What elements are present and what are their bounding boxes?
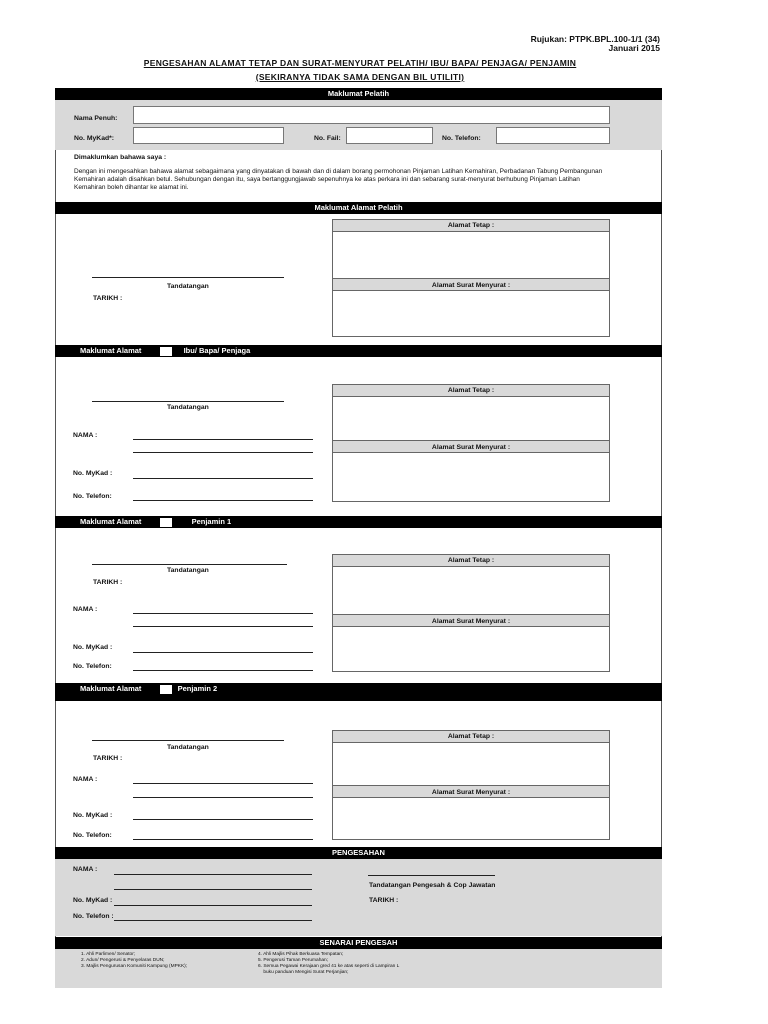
ibu-bapa-checkbox[interactable] xyxy=(160,347,172,356)
nama-label: NAMA : xyxy=(73,606,98,613)
penjamin2-header xyxy=(55,683,662,701)
form-title: PENGESAHAN ALAMAT TETAP DAN SURAT-MENYURAT PELATIH/ IBU/ BAPA/ PENJAGA/ PENJAMIN xyxy=(143,58,577,68)
pengesahan-telefon-line[interactable] xyxy=(114,920,312,921)
alamat-surat-header: Alamat Surat Menyurat : xyxy=(333,440,609,453)
tandatangan-label: Tandatangan xyxy=(167,744,209,751)
pelatih-header: Maklumat Pelatih xyxy=(55,88,662,100)
pengesahan-telefon-label: No. Telefon : xyxy=(73,913,114,920)
pengesahan-nama-label: NAMA : xyxy=(73,866,98,873)
senarai-item: 3. Majlis Pengurusan Komuniti Kampung (MPKK); xyxy=(81,964,188,969)
declaration-intro: Dimaklumkan bahawa saya : xyxy=(74,154,167,161)
pengesah-tarikh-label: TARIKH : xyxy=(369,897,399,904)
senarai-item: 5. Pengerusi Taman Perumahan; xyxy=(258,958,329,963)
nama-line-2[interactable] xyxy=(133,797,313,798)
mykad-field[interactable] xyxy=(133,127,284,144)
alamat-box-ibu-bapa[interactable] xyxy=(332,384,610,502)
alamat-box-penjamin2[interactable] xyxy=(332,730,610,840)
telefon-label: No. Telefon: xyxy=(442,135,481,142)
nama-label: NAMA : xyxy=(73,432,98,439)
nama-line[interactable] xyxy=(133,783,313,784)
telefon-label: No. Telefon: xyxy=(73,493,112,500)
tarikh-label: TARIKH : xyxy=(93,755,123,762)
nama-penuh-field[interactable] xyxy=(133,106,610,124)
mykad-label: No. MyKad : xyxy=(73,644,113,651)
pengesahan-header: PENGESAHAN xyxy=(55,847,662,859)
senarai-right-list xyxy=(258,952,399,976)
tandatangan-label: Tandatangan xyxy=(167,567,209,574)
alamat-tetap-header: Alamat Tetap : xyxy=(333,220,609,232)
alamat-box-pelatih[interactable] xyxy=(332,219,610,337)
senarai-item: buku panduan Mengisi Surat Perjanjian; xyxy=(258,970,349,975)
telefon-line[interactable] xyxy=(133,500,313,501)
pengesah-tandatangan-label: Tandatangan Pengesah & Cop Jawatan xyxy=(369,882,496,889)
maklumat-alamat-label: Maklumat Alamat xyxy=(80,684,142,693)
penjamin2-checkbox[interactable] xyxy=(160,685,172,694)
alamat-tetap-header: Alamat Tetap : xyxy=(333,555,609,567)
nama-line[interactable] xyxy=(133,613,313,614)
pengesahan-nama-line[interactable] xyxy=(114,874,312,875)
tandatangan-label: Tandatangan xyxy=(167,283,209,290)
senarai-left-list xyxy=(81,952,187,970)
telefon-field[interactable] xyxy=(496,127,610,144)
no-fail-field[interactable] xyxy=(346,127,433,144)
pengesahan-mykad-line[interactable] xyxy=(114,905,312,906)
senarai-item: 1. Ahli Parlimen/ Senator; xyxy=(81,952,136,957)
mykad-line[interactable] xyxy=(133,478,313,479)
mykad-label: No. MyKad : xyxy=(73,812,113,819)
nama-line[interactable] xyxy=(133,439,313,440)
alamat-tetap-header: Alamat Tetap : xyxy=(333,731,609,743)
ibu-bapa-header xyxy=(55,345,662,357)
ibu-bapa-label: Ibu/ Bapa/ Penjaga xyxy=(183,346,251,355)
tandatangan-label: Tandatangan xyxy=(167,404,209,411)
nama-label: NAMA : xyxy=(73,776,98,783)
form-subtitle: (SEKIRANYA TIDAK SAMA DENGAN BIL UTILITI) xyxy=(255,72,465,82)
alamat-box-penjamin1[interactable] xyxy=(332,554,610,672)
penjamin2-label: Penjamin 2 xyxy=(177,684,218,693)
penjamin1-label: Penjamin 1 xyxy=(191,517,232,526)
pengesah-signature-line[interactable] xyxy=(368,875,495,876)
penjamin1-checkbox[interactable] xyxy=(160,518,172,527)
nama-line-2[interactable] xyxy=(133,452,313,453)
signature-line xyxy=(92,401,284,402)
telefon-line[interactable] xyxy=(133,839,313,840)
pengesahan-mykad-label: No. MyKad : xyxy=(73,897,113,904)
reference-code: Rujukan: PTPK.BPL.100-1/1 (34) xyxy=(530,34,660,44)
signature-line xyxy=(92,740,284,741)
senarai-header: SENARAI PENGESAH xyxy=(55,937,662,949)
penjamin1-header xyxy=(55,516,662,528)
reference-date: Januari 2015 xyxy=(608,43,660,53)
no-fail-label: No. Fail: xyxy=(314,135,341,142)
nama-line-2[interactable] xyxy=(133,626,313,627)
alamat-surat-header: Alamat Surat Menyurat : xyxy=(333,614,609,627)
nama-penuh-label: Nama Penuh: xyxy=(74,115,118,122)
senarai-item: 4. Ahli Majlis Pihak Berkuasa Tempatan; xyxy=(258,952,344,957)
pengesahan-nama-line-2[interactable] xyxy=(114,889,312,890)
telefon-line[interactable] xyxy=(133,670,313,671)
tarikh-label: TARIKH : xyxy=(93,295,123,302)
alamat-pelatih-header: Maklumat Alamat Pelatih xyxy=(55,202,662,214)
alamat-tetap-header: Alamat Tetap : xyxy=(333,385,609,397)
mykad-label: No. MyKad : xyxy=(73,470,113,477)
senarai-item: 6. Semua Pegawai Kerajaan gred 41 ke atas seperti di Lampiran L xyxy=(258,964,400,969)
signature-line xyxy=(92,277,284,278)
alamat-surat-header: Alamat Surat Menyurat : xyxy=(333,785,609,798)
mykad-label: No. MyKad*: xyxy=(74,135,115,142)
alamat-surat-header: Alamat Surat Menyurat : xyxy=(333,278,609,291)
signature-line xyxy=(92,564,287,565)
mykad-line[interactable] xyxy=(133,819,313,820)
senarai-item: 2. Adun/ Pengerusi & Penyelaras DUN; xyxy=(81,958,165,963)
maklumat-alamat-label: Maklumat Alamat xyxy=(80,346,142,355)
declaration-text: Dengan ini mengesahkan bahawa alamat sebagaimana yang dinyatakan di bawah dan di dalam borang permohonan Pinjaman Latihan Kemahiran, Perbadanan Tabung Pembangunan Kemahiran adalah disahkan betul. Sehubungan dengan itu, saya bertanggungjawab sepenuhnya ke atas perkara ini dan sebarang surat-menyurat berhubung Pinjaman Latihan Kemahiran boleh dihantar ke alamat ini. xyxy=(74,168,603,191)
tarikh-label: TARIKH : xyxy=(93,579,123,586)
pengesahan-panel xyxy=(55,859,662,936)
telefon-label: No. Telefon: xyxy=(73,832,112,839)
maklumat-alamat-label: Maklumat Alamat xyxy=(80,517,142,526)
mykad-line[interactable] xyxy=(133,652,313,653)
telefon-label: No. Telefon: xyxy=(73,663,112,670)
